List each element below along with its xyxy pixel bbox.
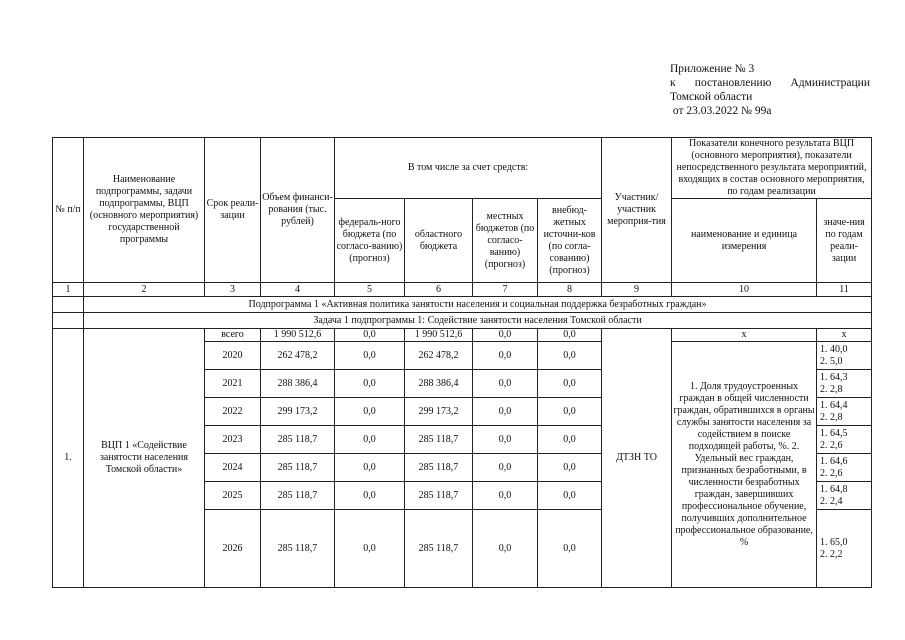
indicator-values-2020: 1. 40,0 2. 5,0 xyxy=(817,342,872,370)
appendix-word-1: к xyxy=(670,77,676,89)
header-participant: Участник/ участник мероприя-тия xyxy=(602,138,672,283)
header-federal: федераль-ного бюджета (по согласо-ванию) (прогноз) xyxy=(335,199,405,283)
year-cell: 2026 xyxy=(205,510,261,588)
year-cell: 2022 xyxy=(205,398,261,426)
year-cell: 2025 xyxy=(205,482,261,510)
extra-cell: 0,0 xyxy=(538,454,602,482)
header-local: местных бюджетов (по согласо-ванию) (прогноз) xyxy=(473,199,538,283)
federal-cell: 0,0 xyxy=(335,329,405,342)
colnum: 9 xyxy=(602,283,672,297)
local-cell: 0,0 xyxy=(473,510,538,588)
indicator-values-2026: 1. 65,0 2. 2,2 xyxy=(817,510,872,588)
local-cell: 0,0 xyxy=(473,329,538,342)
appendix-word-3: Администрации xyxy=(790,77,870,89)
participant-cell: ДТЗН ТО xyxy=(602,329,672,588)
volume-cell: 285 118,7 xyxy=(261,482,335,510)
appendix-number: Приложение № 3 xyxy=(670,63,755,75)
table-row xyxy=(53,329,872,342)
colnum: 7 xyxy=(473,283,538,297)
header-num: № п/п xyxy=(53,138,84,283)
indicator-values-2022: 1. 64,4 2. 2,8 xyxy=(817,398,872,426)
appendix-header xyxy=(670,62,870,118)
regional-cell: 288 386,4 xyxy=(405,370,473,398)
local-cell: 0,0 xyxy=(473,482,538,510)
header-including: В том числе за счет средств: xyxy=(335,138,602,199)
volume-cell: 288 386,4 xyxy=(261,370,335,398)
local-cell: 0,0 xyxy=(473,426,538,454)
colnum: 6 xyxy=(405,283,473,297)
federal-cell: 0,0 xyxy=(335,398,405,426)
indicator-values-2025: 1. 64,8 2. 2,4 xyxy=(817,482,872,510)
header-indicator-values: значе-ния по годам реали-зации xyxy=(817,199,872,283)
colnum: 11 xyxy=(817,283,872,297)
colnum: 10 xyxy=(672,283,817,297)
item-name: ВЦП 1 «Содействие занятости населения Томской области» xyxy=(84,329,205,588)
federal-cell: 0,0 xyxy=(335,370,405,398)
year-cell: 2024 xyxy=(205,454,261,482)
header-period: Срок реали-зации xyxy=(205,138,261,283)
federal-cell: 0,0 xyxy=(335,426,405,454)
extra-cell: 0,0 xyxy=(538,398,602,426)
extra-cell: 0,0 xyxy=(538,482,602,510)
regional-cell: 299 173,2 xyxy=(405,398,473,426)
indicator-values-2024: 1. 64,6 2. 2,6 xyxy=(817,454,872,482)
appendix-date: от 23.03.2022 № 99а xyxy=(670,105,772,117)
year-cell: 2020 xyxy=(205,342,261,370)
header-indicators: Показатели конечного результата ВЦП (основного мероприятия), показатели непосредственного результата мероприятий, входящих в состав основного мероприятия, по годам реализации xyxy=(672,138,872,199)
local-cell: 0,0 xyxy=(473,370,538,398)
colnum: 3 xyxy=(205,283,261,297)
volume-cell: 285 118,7 xyxy=(261,426,335,454)
header-regional: областного бюджета xyxy=(405,199,473,283)
appendix-region: Томской области xyxy=(670,91,753,103)
colnum: 2 xyxy=(84,283,205,297)
regional-cell: 285 118,7 xyxy=(405,482,473,510)
federal-cell: 0,0 xyxy=(335,482,405,510)
volume-cell: 1 990 512,6 xyxy=(261,329,335,342)
header-indicator-name: наименование и единица измерения xyxy=(672,199,817,283)
extra-cell: 0,0 xyxy=(538,342,602,370)
header-volume: Объем финанси-рования (тыс. рублей) xyxy=(261,138,335,283)
header-extra: внебюд-жетных источни-ков (по согла-сованию) (прогноз) xyxy=(538,199,602,283)
extra-cell: 0,0 xyxy=(538,370,602,398)
colnum: 8 xyxy=(538,283,602,297)
federal-cell: 0,0 xyxy=(335,342,405,370)
column-numbers-row xyxy=(53,283,872,297)
extra-cell: 0,0 xyxy=(538,329,602,342)
indicator-header-x: х xyxy=(672,329,817,342)
local-cell: 0,0 xyxy=(473,398,538,426)
task-title: Задача 1 подпрограммы 1: Содействие занятости населения Томской области xyxy=(84,313,872,329)
colnum: 5 xyxy=(335,283,405,297)
local-cell: 0,0 xyxy=(473,454,538,482)
federal-cell: 0,0 xyxy=(335,510,405,588)
colnum: 4 xyxy=(261,283,335,297)
extra-cell: 0,0 xyxy=(538,510,602,588)
subprogram-title: Подпрограмма 1 «Активная политика занятости населения и социальная поддержка безработных граждан» xyxy=(84,297,872,313)
colnum: 1 xyxy=(53,283,84,297)
indicator-description: 1. Доля трудоустроенных граждан в общей численности граждан, обратившихся в органы службы занятости населения за содействием в поиске подходящей работы, %. 2. Удельный вес граждан, признанных безработными, в численности безработных граждан, завершивших профессиональное обучение, получивших дополнительное профессиональное образование, % xyxy=(672,342,817,588)
appendix-word-2: постановлению xyxy=(694,77,772,89)
extra-cell: 0,0 xyxy=(538,426,602,454)
regional-cell: 1 990 512,6 xyxy=(405,329,473,342)
year-cell: 2023 xyxy=(205,426,261,454)
year-cell: 2021 xyxy=(205,370,261,398)
indicator-values-2021: 1. 64,3 2. 2,8 xyxy=(817,370,872,398)
regional-cell: 285 118,7 xyxy=(405,426,473,454)
item-number: 1. xyxy=(53,329,84,588)
volume-cell: 299 173,2 xyxy=(261,398,335,426)
regional-cell: 285 118,7 xyxy=(405,510,473,588)
federal-cell: 0,0 xyxy=(335,454,405,482)
local-cell: 0,0 xyxy=(473,342,538,370)
appendix-decree-line xyxy=(670,76,870,90)
volume-cell: 285 118,7 xyxy=(261,510,335,588)
volume-cell: 262 478,2 xyxy=(261,342,335,370)
header-name: Наименование подпрограммы, задачи подпрограммы, ВЦП (основного мероприятия) государственной программы xyxy=(84,138,205,283)
regional-cell: 262 478,2 xyxy=(405,342,473,370)
indicator-values-2023: 1. 64,5 2. 2,6 xyxy=(817,426,872,454)
program-table xyxy=(52,137,872,588)
value-header-x: х xyxy=(817,329,872,342)
regional-cell: 285 118,7 xyxy=(405,454,473,482)
year-cell: всего xyxy=(205,329,261,342)
volume-cell: 285 118,7 xyxy=(261,454,335,482)
